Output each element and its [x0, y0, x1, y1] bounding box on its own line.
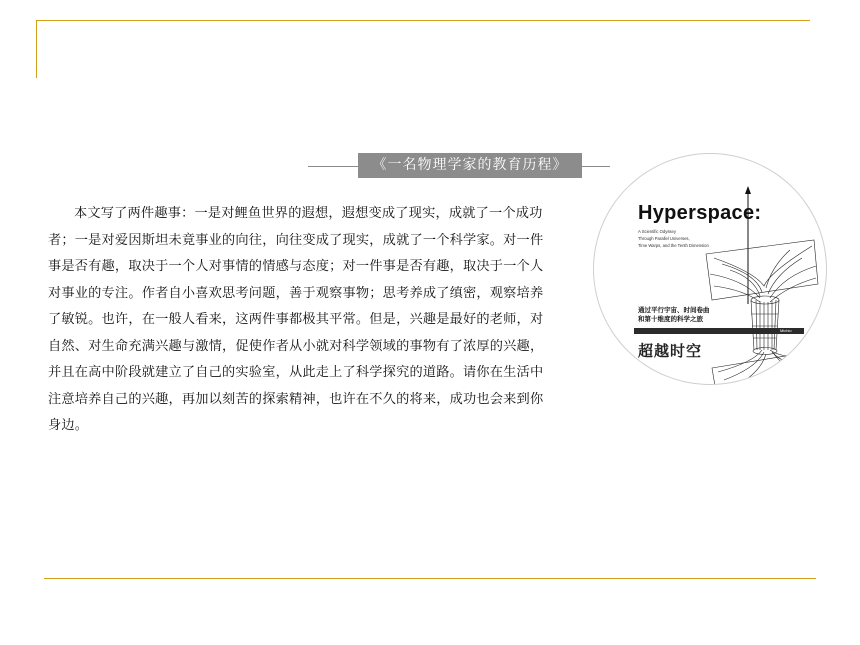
- body-line: 自然、对生命充满兴趣与激情，促使作者从小就对科学领域的事物有了浓厚的兴趣，: [48, 338, 544, 354]
- book-author: Michio: [780, 328, 792, 333]
- body-line: 本文写了两件趣事：一是对鲤鱼世界的遐想，遐想变成了现实，成就了一个成功: [74, 206, 543, 221]
- body-line: 身边。: [48, 418, 89, 433]
- body-line: 了敏锐。也许，在一般人看来，这两件事都极其平常。但是，兴趣是最好的老师，对: [48, 312, 544, 327]
- title-line-left: [308, 166, 360, 167]
- body-line: 者；一是对爱因斯坦未竟事业的向往，向往变成了现实，成就了一个科学家。对一件: [48, 232, 544, 248]
- top-divider: [36, 20, 810, 21]
- body-line: 事是否有趣，取决于一个人对事情的情感与态度；对一件事是否有趣，取决于一个人: [48, 259, 544, 274]
- book-chinese-subtitle: 通过平行宇宙、时间卷曲 和第十维度的科学之旅: [638, 306, 710, 323]
- book-subtitle: A Scientific Odyssey Through Parallel Universes, Time Warps, and the Tenth Dimension: [638, 229, 709, 248]
- book-cover-band: [634, 328, 804, 334]
- left-divider: [36, 20, 37, 78]
- title-banner: 《一名物理学家的教育历程》: [358, 153, 582, 178]
- body-line: 并且在高中阶段就建立了自己的实验室，从此走上了科学探究的道路。请你在生活中: [48, 365, 544, 380]
- book-cover-image: [593, 153, 827, 385]
- body-paragraph: [48, 201, 580, 440]
- bottom-divider: [44, 578, 816, 579]
- wormhole-illustration: [594, 154, 826, 384]
- body-line: 注意培养自己的兴趣，再加以刻苦的探索精神，也许在不久的将来，成功也会来到你: [48, 391, 544, 407]
- book-title: Hyperspace:: [638, 202, 762, 224]
- body-line: 对事业的专注。作者自小喜欢思考问题，善于观察事物；思考养成了缜密，观察培养: [48, 285, 544, 301]
- book-chinese-title: 超越时空: [638, 342, 703, 360]
